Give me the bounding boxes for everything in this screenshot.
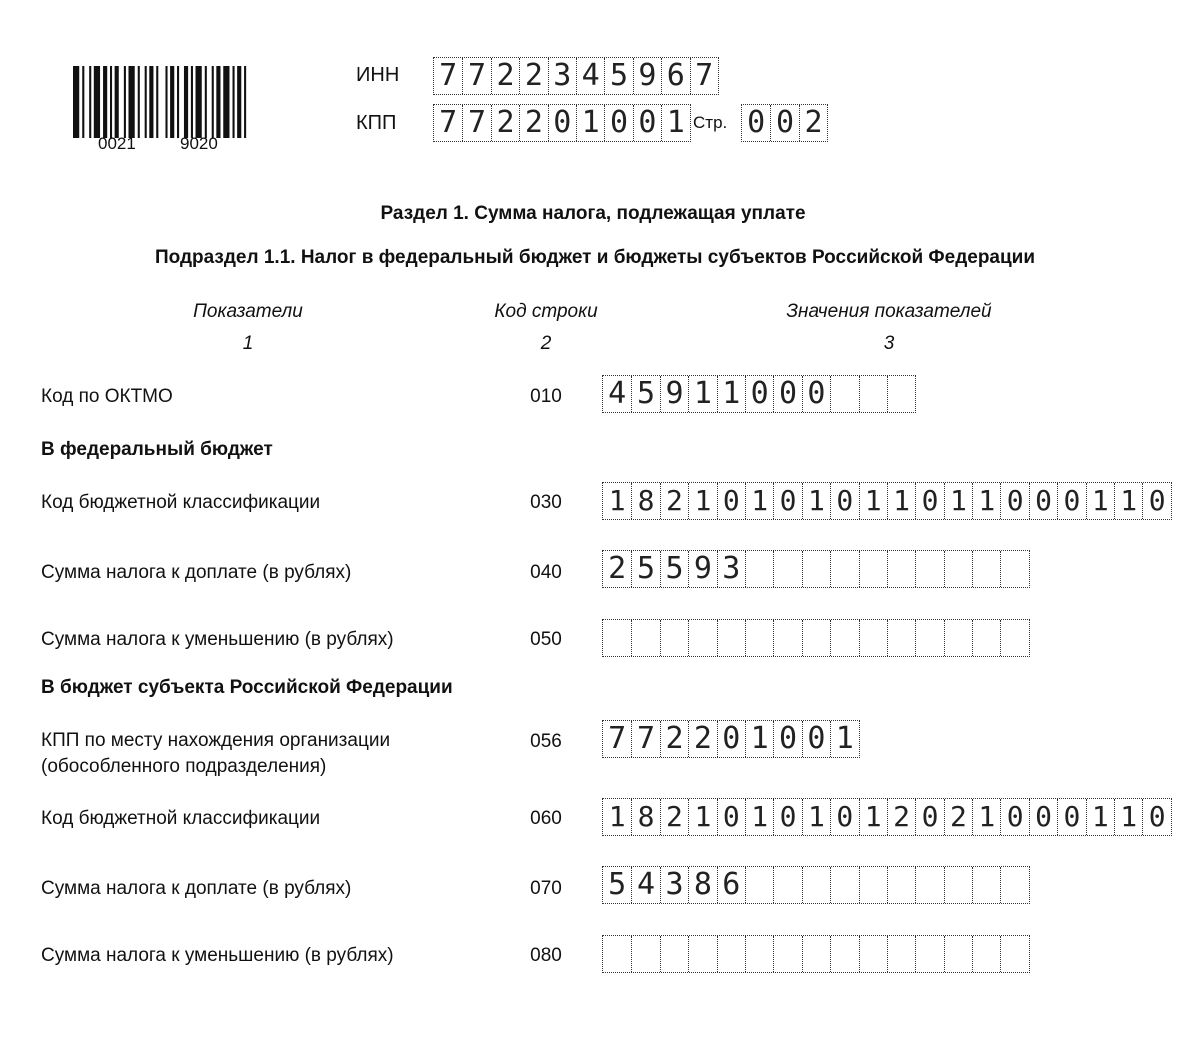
row-label: Сумма налога к уменьшению (в рублях) <box>41 629 394 650</box>
char-cell <box>1000 936 1028 972</box>
char-cell: 2 <box>660 799 688 835</box>
char-cell: 1 <box>802 483 830 519</box>
char-cell <box>688 936 716 972</box>
char-cell: 1 <box>1114 799 1142 835</box>
char-cell: 2 <box>519 58 547 94</box>
char-cell: 1 <box>802 799 830 835</box>
column-values-number: 3 <box>883 333 895 354</box>
column-line-code-title: Код строки <box>494 301 598 322</box>
barcode <box>73 66 251 138</box>
row-code: 056 <box>530 731 562 752</box>
char-cell: 0 <box>1000 483 1028 519</box>
row-label: Сумма налога к доплате (в рублях) <box>41 562 352 583</box>
char-cell <box>603 620 631 656</box>
tax-payable-federal-field[interactable] <box>602 550 1030 588</box>
char-cell <box>915 936 943 972</box>
kpp-location-field[interactable] <box>602 720 860 758</box>
row-label-line2: (обособленного подразделения) <box>41 756 327 777</box>
row-label: Код по ОКТМО <box>41 386 173 407</box>
char-cell <box>717 936 745 972</box>
char-cell: 1 <box>745 483 773 519</box>
char-cell: 0 <box>802 721 830 757</box>
row-code: 050 <box>530 629 562 650</box>
column-indicators-number: 1 <box>242 333 254 354</box>
char-cell: 2 <box>887 799 915 835</box>
char-cell: 6 <box>717 867 745 903</box>
group-federal-budget: В федеральный бюджет <box>41 439 273 460</box>
char-cell <box>830 376 858 412</box>
char-cell: 0 <box>773 721 801 757</box>
char-cell: 2 <box>799 105 827 141</box>
char-cell: 2 <box>688 721 716 757</box>
char-cell: 7 <box>631 721 659 757</box>
tax-reduction-federal-field[interactable] <box>602 619 1030 657</box>
char-cell: 1 <box>688 799 716 835</box>
char-cell: 8 <box>631 483 659 519</box>
column-values-title: Значения показателей <box>786 301 992 322</box>
char-cell <box>859 867 887 903</box>
char-cell: 0 <box>717 799 745 835</box>
char-cell <box>859 936 887 972</box>
char-cell: 3 <box>717 551 745 587</box>
kpp-label: КПП <box>356 112 397 134</box>
char-cell: 7 <box>690 58 718 94</box>
char-cell: 7 <box>608 721 627 756</box>
row-label: Сумма налога к доплате (в рублях) <box>41 878 352 899</box>
char-cell: 0 <box>1000 799 1028 835</box>
char-cell: 0 <box>830 799 858 835</box>
char-cell: 7 <box>439 105 458 140</box>
char-cell: 2 <box>660 721 688 757</box>
char-cell: 1 <box>688 376 716 412</box>
tax-reduction-regional-field[interactable] <box>602 935 1030 973</box>
char-cell: 0 <box>773 799 801 835</box>
char-cell: 0 <box>1142 799 1170 835</box>
char-cell <box>915 867 943 903</box>
char-cell: 0 <box>830 483 858 519</box>
char-cell: 1 <box>944 483 972 519</box>
char-cell: 1 <box>1086 799 1114 835</box>
char-cell: 5 <box>631 551 659 587</box>
inn-label: ИНН <box>356 64 400 86</box>
char-cell <box>887 551 915 587</box>
char-cell <box>859 376 887 412</box>
page-label: Стр. <box>693 113 728 132</box>
char-cell: 7 <box>462 58 490 94</box>
column-indicators-title: Показатели <box>193 301 303 322</box>
char-cell <box>802 551 830 587</box>
char-cell <box>1000 620 1028 656</box>
char-cell <box>631 936 659 972</box>
char-cell: 2 <box>660 483 688 519</box>
row-code: 080 <box>530 945 562 966</box>
char-cell <box>972 936 1000 972</box>
char-cell: 1 <box>1114 483 1142 519</box>
char-cell <box>915 551 943 587</box>
char-cell <box>745 867 773 903</box>
char-cell <box>830 867 858 903</box>
row-label: Код бюджетной классификации <box>41 808 321 829</box>
char-cell <box>859 551 887 587</box>
char-cell <box>802 867 830 903</box>
char-cell <box>1000 867 1028 903</box>
char-cell: 1 <box>972 483 1000 519</box>
char-cell <box>830 620 858 656</box>
row-label: Код бюджетной классификации <box>41 492 321 513</box>
char-cell <box>830 551 858 587</box>
char-cell <box>944 620 972 656</box>
char-cell: 9 <box>633 58 661 94</box>
char-cell: 1 <box>972 799 1000 835</box>
char-cell: 0 <box>1142 483 1170 519</box>
barcode-number-left: 0021 <box>98 134 136 153</box>
char-cell <box>915 620 943 656</box>
char-cell <box>745 551 773 587</box>
char-cell: 0 <box>633 105 661 141</box>
char-cell: 1 <box>608 800 626 833</box>
char-cell: 1 <box>830 721 858 757</box>
char-cell: 1 <box>688 483 716 519</box>
char-cell: 0 <box>717 483 745 519</box>
char-cell <box>944 936 972 972</box>
char-cell: 2 <box>491 58 519 94</box>
char-cell <box>887 867 915 903</box>
row-code: 070 <box>530 878 562 899</box>
char-cell: 0 <box>747 105 766 140</box>
char-cell: 3 <box>548 58 576 94</box>
char-cell: 7 <box>439 58 458 93</box>
char-cell <box>660 936 688 972</box>
char-cell: 1 <box>1086 483 1114 519</box>
char-cell <box>631 620 659 656</box>
subsection-title: Подраздел 1.1. Налог в федеральный бюджет и бюджеты субъектов Российской Федерации <box>154 247 1036 268</box>
char-cell: 5 <box>660 551 688 587</box>
char-cell <box>859 620 887 656</box>
char-cell: 2 <box>519 105 547 141</box>
char-cell: 9 <box>660 376 688 412</box>
column-line-code-number: 2 <box>540 333 552 354</box>
section-title: Раздел 1. Сумма налога, подлежащая уплате <box>380 203 806 224</box>
char-cell: 0 <box>717 721 745 757</box>
char-cell <box>773 936 801 972</box>
char-cell: 1 <box>576 105 604 141</box>
kpp-cells <box>433 104 691 142</box>
char-cell: 1 <box>608 484 626 517</box>
char-cell: 4 <box>631 867 659 903</box>
kbk-regional-field[interactable] <box>602 798 1172 836</box>
char-cell <box>802 620 830 656</box>
char-cell: 1 <box>661 105 689 141</box>
char-cell <box>802 936 830 972</box>
char-cell: 7 <box>462 105 490 141</box>
char-cell <box>972 551 1000 587</box>
kbk-federal-field[interactable] <box>602 482 1172 520</box>
char-cell: 9 <box>688 551 716 587</box>
char-cell <box>745 620 773 656</box>
char-cell: 0 <box>1057 799 1085 835</box>
char-cell: 1 <box>859 799 887 835</box>
char-cell: 1 <box>887 483 915 519</box>
char-cell <box>887 376 915 412</box>
char-cell: 4 <box>608 376 627 411</box>
char-cell <box>1000 551 1028 587</box>
group-regional-budget: В бюджет субъекта Российской Федерации <box>41 677 453 698</box>
char-cell: 1 <box>859 483 887 519</box>
char-cell: 0 <box>1029 483 1057 519</box>
tax-payable-regional-field[interactable] <box>602 866 1030 904</box>
char-cell: 1 <box>745 721 773 757</box>
char-cell: 0 <box>773 376 801 412</box>
char-cell <box>887 936 915 972</box>
char-cell: 2 <box>491 105 519 141</box>
row-code: 060 <box>530 808 562 829</box>
inn-cells <box>433 57 719 95</box>
char-cell <box>944 551 972 587</box>
oktmo-field[interactable] <box>602 375 916 413</box>
row-code: 030 <box>530 492 562 513</box>
char-cell <box>773 867 801 903</box>
char-cell: 6 <box>661 58 689 94</box>
char-cell: 0 <box>915 483 943 519</box>
char-cell: 1 <box>717 376 745 412</box>
char-cell: 5 <box>604 58 632 94</box>
char-cell: 0 <box>548 105 576 141</box>
char-cell: 5 <box>631 376 659 412</box>
char-cell: 3 <box>660 867 688 903</box>
char-cell: 2 <box>608 551 627 586</box>
row-code: 010 <box>530 386 562 407</box>
char-cell <box>972 620 1000 656</box>
row-code: 040 <box>530 562 562 583</box>
char-cell: 0 <box>915 799 943 835</box>
char-cell <box>688 620 716 656</box>
char-cell <box>603 936 631 972</box>
char-cell <box>830 936 858 972</box>
char-cell: 5 <box>608 867 627 902</box>
char-cell <box>717 620 745 656</box>
char-cell <box>745 936 773 972</box>
char-cell <box>972 867 1000 903</box>
char-cell <box>773 620 801 656</box>
char-cell: 1 <box>745 799 773 835</box>
char-cell: 0 <box>604 105 632 141</box>
char-cell: 2 <box>944 799 972 835</box>
char-cell: 0 <box>773 483 801 519</box>
char-cell: 8 <box>631 799 659 835</box>
char-cell: 0 <box>1057 483 1085 519</box>
char-cell: 0 <box>745 376 773 412</box>
char-cell: 0 <box>770 105 798 141</box>
row-label: Сумма налога к уменьшению (в рублях) <box>41 945 394 966</box>
page-number-cells <box>741 104 828 142</box>
char-cell <box>944 867 972 903</box>
char-cell: 8 <box>688 867 716 903</box>
char-cell: 0 <box>802 376 830 412</box>
row-label: КПП по месту нахождения организации <box>41 730 391 751</box>
char-cell: 4 <box>576 58 604 94</box>
char-cell <box>773 551 801 587</box>
char-cell <box>660 620 688 656</box>
barcode-number-right: 9020 <box>180 134 218 153</box>
char-cell: 0 <box>1029 799 1057 835</box>
char-cell <box>887 620 915 656</box>
